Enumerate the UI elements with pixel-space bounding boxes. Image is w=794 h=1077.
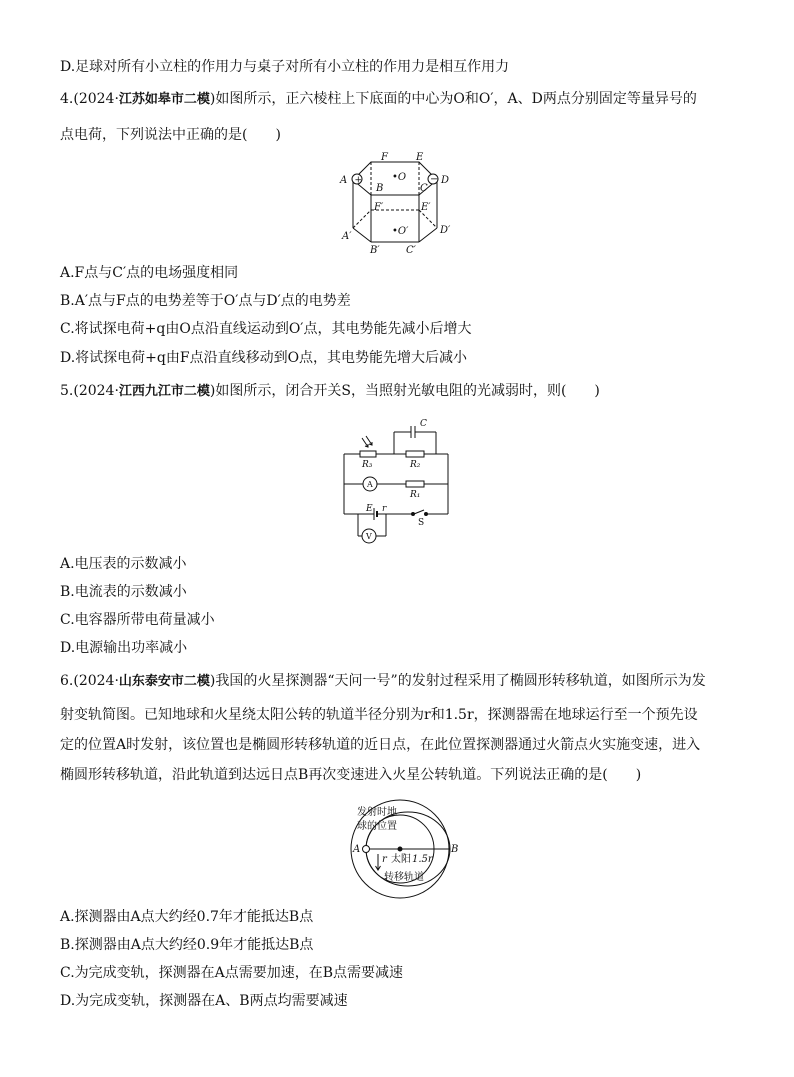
label-C-prime: C′ xyxy=(406,245,416,255)
label-transfer-orbit: 转移轨道 xyxy=(384,872,424,883)
label-A: A xyxy=(340,175,348,186)
q5-option-c: C.电容器所带电荷量减小 xyxy=(60,612,215,628)
label-D-prime: D′ xyxy=(440,225,451,236)
label-C: C xyxy=(420,419,427,429)
earth-icon xyxy=(363,846,370,853)
q6-stem-text1: )我国的火星探测器“天问一号”的发射过程采用了椭圆形转移轨道，如图所示为发 xyxy=(209,673,706,689)
q5-number: 5.(2024· xyxy=(60,383,119,399)
transfer-orbit-figure xyxy=(336,798,464,902)
label-r: r xyxy=(382,854,387,865)
label-A-prime: A′ xyxy=(342,231,352,242)
photoresistor-r3 xyxy=(360,451,376,457)
label-V: V xyxy=(366,532,372,541)
switch-icon xyxy=(414,510,424,514)
q4-stem-line1 xyxy=(60,90,697,109)
light-arrow-icon xyxy=(366,436,372,445)
label-C: C xyxy=(420,183,428,194)
label-A: A xyxy=(367,480,373,489)
q4-source: 江苏如皋市二模 xyxy=(118,92,210,107)
label-launch-line1: 发射时地 xyxy=(357,807,397,818)
q6-option-c: C.为完成变轨，探测器在A点需要加速，在B点需要减速 xyxy=(60,965,404,981)
q4-option-c: C.将试探电荷+q由O点沿直线运动到O′点，其电势能先减小后增大 xyxy=(60,321,472,337)
q6-stem-line3: 定的位置A时发射，该位置也是椭圆形转移轨道的近日点，在此位置探测器通过火箭点火实施变速，进入 xyxy=(60,737,701,753)
q5-option-b: B.电流表的示数减小 xyxy=(60,584,187,600)
label-F: F xyxy=(381,152,388,163)
label-O: •O xyxy=(392,172,407,183)
label-B-prime: B′ xyxy=(370,245,380,255)
label-R2: R₂ xyxy=(410,460,421,470)
minus-sign: − xyxy=(430,174,439,185)
q4-stem-text1: )如图所示，正六棱柱上下底面的中心为O和O′，A、D两点分别固定等量异号的 xyxy=(209,91,697,107)
label-sun: 太阳 xyxy=(391,854,411,865)
q4-option-b: B.A′点与F点的电势差等于O′点与D′点的电势差 xyxy=(60,293,351,309)
label-R3: R₃ xyxy=(362,460,373,470)
label-S: S xyxy=(418,518,425,528)
label-B: B xyxy=(376,183,384,194)
q5-stem xyxy=(60,382,600,401)
label-E: E xyxy=(416,152,424,163)
label-r: r xyxy=(382,504,387,514)
q5-stem-text: )如图所示，闭合开关S，当照射光敏电阻的光减弱时，则( ) xyxy=(209,383,600,399)
label-launch-line2: 球的位置 xyxy=(357,821,397,832)
label-R1: R₁ xyxy=(410,490,421,500)
q4-number: 4.(2024· xyxy=(60,91,119,107)
hexagonal-prism-figure xyxy=(336,150,466,255)
sun-icon xyxy=(398,847,402,851)
prism-edge xyxy=(353,228,371,242)
q6-stem-line2: 射变轨简图。已知地球和火星绕太阳公转的轨道半径分别为r和1.5r，探测器需在地球运行至一个预先设 xyxy=(60,707,698,723)
prism-hidden-edge xyxy=(353,210,371,228)
q5-option-a: A.电压表的示数减小 xyxy=(60,556,187,572)
q6-option-a: A.探测器由A点大约经0.7年才能抵达B点 xyxy=(60,909,314,925)
q6-option-b: B.探测器由A点大约经0.9年才能抵达B点 xyxy=(60,937,314,953)
label-B: B xyxy=(451,844,459,855)
label-A: A xyxy=(353,844,361,855)
resistor-r1 xyxy=(406,481,424,487)
q4-stem-line2: 点电荷，下列说法中正确的是( ) xyxy=(60,127,281,143)
prism-edge xyxy=(419,228,437,242)
q6-stem-line1 xyxy=(60,672,706,691)
label-F-prime: F′ xyxy=(374,202,384,213)
q5-option-d: D.电源输出功率减小 xyxy=(60,640,188,656)
q4-option-d: D.将试探电荷+q由F点沿直线移动到O点，其电势能先增大后减小 xyxy=(60,350,468,366)
label-D: D xyxy=(441,175,450,186)
label-E: E xyxy=(366,504,373,514)
q6-option-d: D.为完成变轨，探测器在A、B两点均需要减速 xyxy=(60,993,348,1009)
q3-option-d: D.足球对所有小立柱的作用力与桌子对所有小立柱的作用力是相互作用力 xyxy=(60,59,510,75)
light-arrow-icon xyxy=(362,438,368,447)
circuit-figure xyxy=(338,416,456,546)
q6-number: 6.(2024· xyxy=(60,673,119,689)
label-1-5r: 1.5r xyxy=(412,854,433,865)
plus-sign: + xyxy=(354,175,363,186)
label-E-prime: E′ xyxy=(421,202,431,213)
q5-source: 江西九江市二模 xyxy=(118,384,210,399)
q4-option-a: A.F点与C′点的电场强度相同 xyxy=(60,265,239,281)
label-O-prime: •O′ xyxy=(392,226,409,237)
resistor-r2 xyxy=(406,451,424,457)
q6-source: 山东泰安市二模 xyxy=(118,674,210,689)
q6-stem-line4: 椭圆形转移轨道，沿此轨道到达远日点B再次变速进入火星公转轨道。下列说法正确的是( ) xyxy=(60,767,642,783)
